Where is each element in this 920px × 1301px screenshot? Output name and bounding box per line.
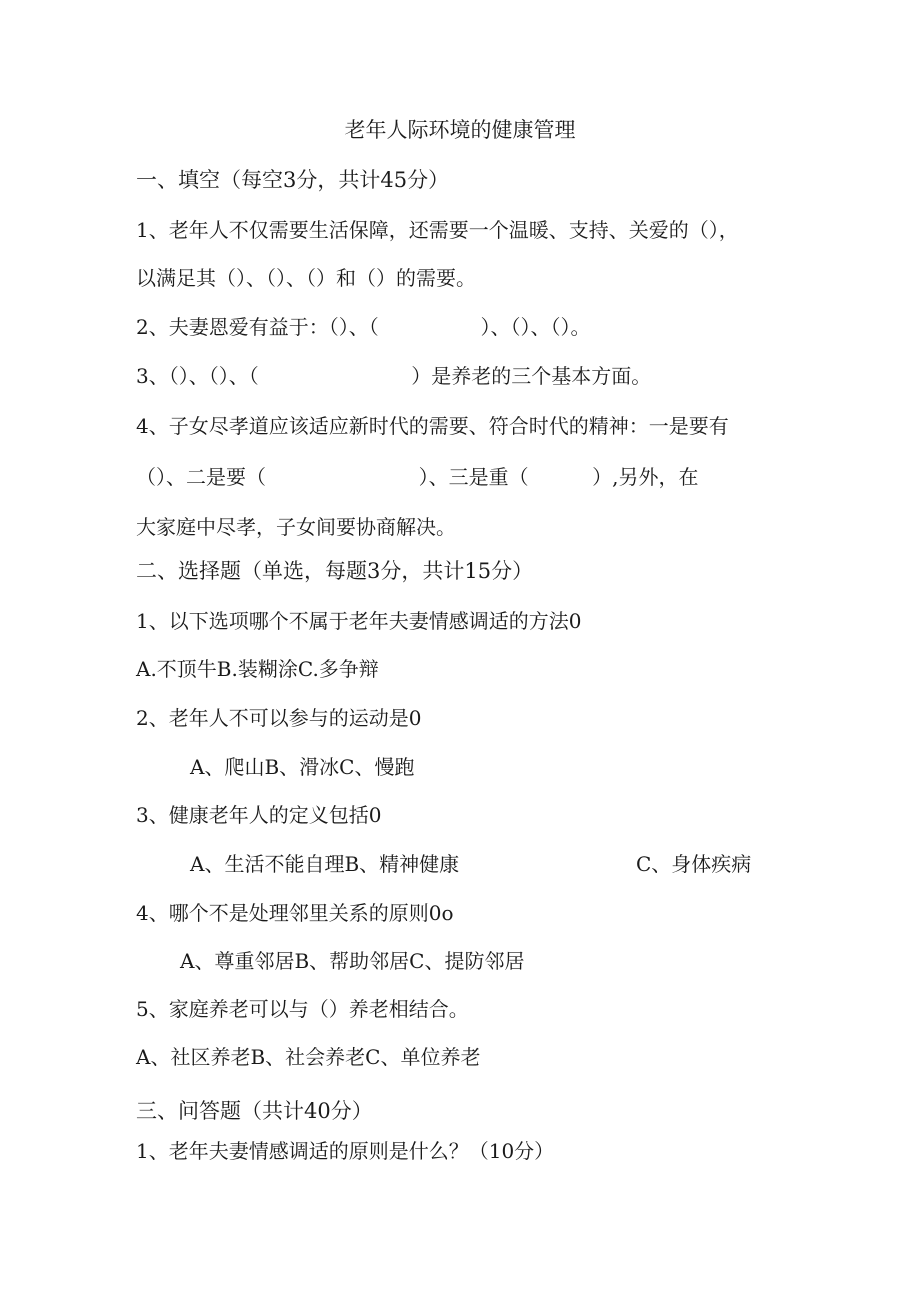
- choice-q1: 1、以下选项哪个不属于老年夫妻情感调适的方法0: [136, 609, 582, 633]
- fill-q2: 2、夫妻恩爱有益于：（）、（ ）、（）、（）。: [136, 315, 591, 339]
- fill-q4-line3: 大家庭中尽孝，子女间要协商解决。: [136, 515, 456, 539]
- fill-q1-line2: 以满足其（）、（）、（）和（）的需要。: [136, 266, 476, 290]
- choice-q5-options: A、社区养老B、社会养老C、单位养老: [136, 1045, 481, 1069]
- fill-q4-line1: 4、子女尽孝道应该适应新时代的需要、符合时代的精神：一是要有: [136, 414, 729, 438]
- choice-q3: 3、健康老年人的定义包括0: [136, 803, 382, 827]
- section-3-heading: 三、问答题（共计40分）: [136, 1099, 373, 1123]
- choice-q2: 2、老年人不可以参与的运动是0: [136, 706, 422, 730]
- fill-q3: 3、（）、（）、（ ）是养老的三个基本方面。: [136, 364, 652, 388]
- section-1-heading: 一、填空（每空3分，共计45分）: [136, 168, 450, 192]
- choice-q1-options: A.不顶牛B.装糊涂C.多争辩: [136, 657, 379, 681]
- fill-q1-line1: 1、老年人不仅需要生活保障，还需要一个温暖、支持、关爱的（），: [136, 218, 739, 242]
- choice-q4-options: A、尊重邻居B、帮助邻居C、提防邻居: [180, 949, 525, 973]
- choice-q5: 5、家庭养老可以与（）养老相结合。: [136, 997, 469, 1021]
- choice-q4: 4、哪个不是处理邻里关系的原则0o: [136, 901, 454, 925]
- page-title: 老年人际环境的健康管理: [344, 118, 576, 142]
- fill-q4-line2: （）、二是要（ ）、三是重（ ）,另外，在: [136, 465, 699, 489]
- section-2-heading: 二、选择题（单选，每题3分，共计15分）: [136, 559, 534, 583]
- choice-q3-option-c: C、身体疾病: [636, 852, 752, 876]
- choice-q2-options: A、爬山B、滑冰C、慢跑: [190, 755, 415, 779]
- choice-q3-options-ab: A、生活不能自理B、精神健康: [190, 852, 460, 876]
- essay-q1: 1、老年夫妻情感调适的原则是什么？（10分）: [136, 1139, 555, 1163]
